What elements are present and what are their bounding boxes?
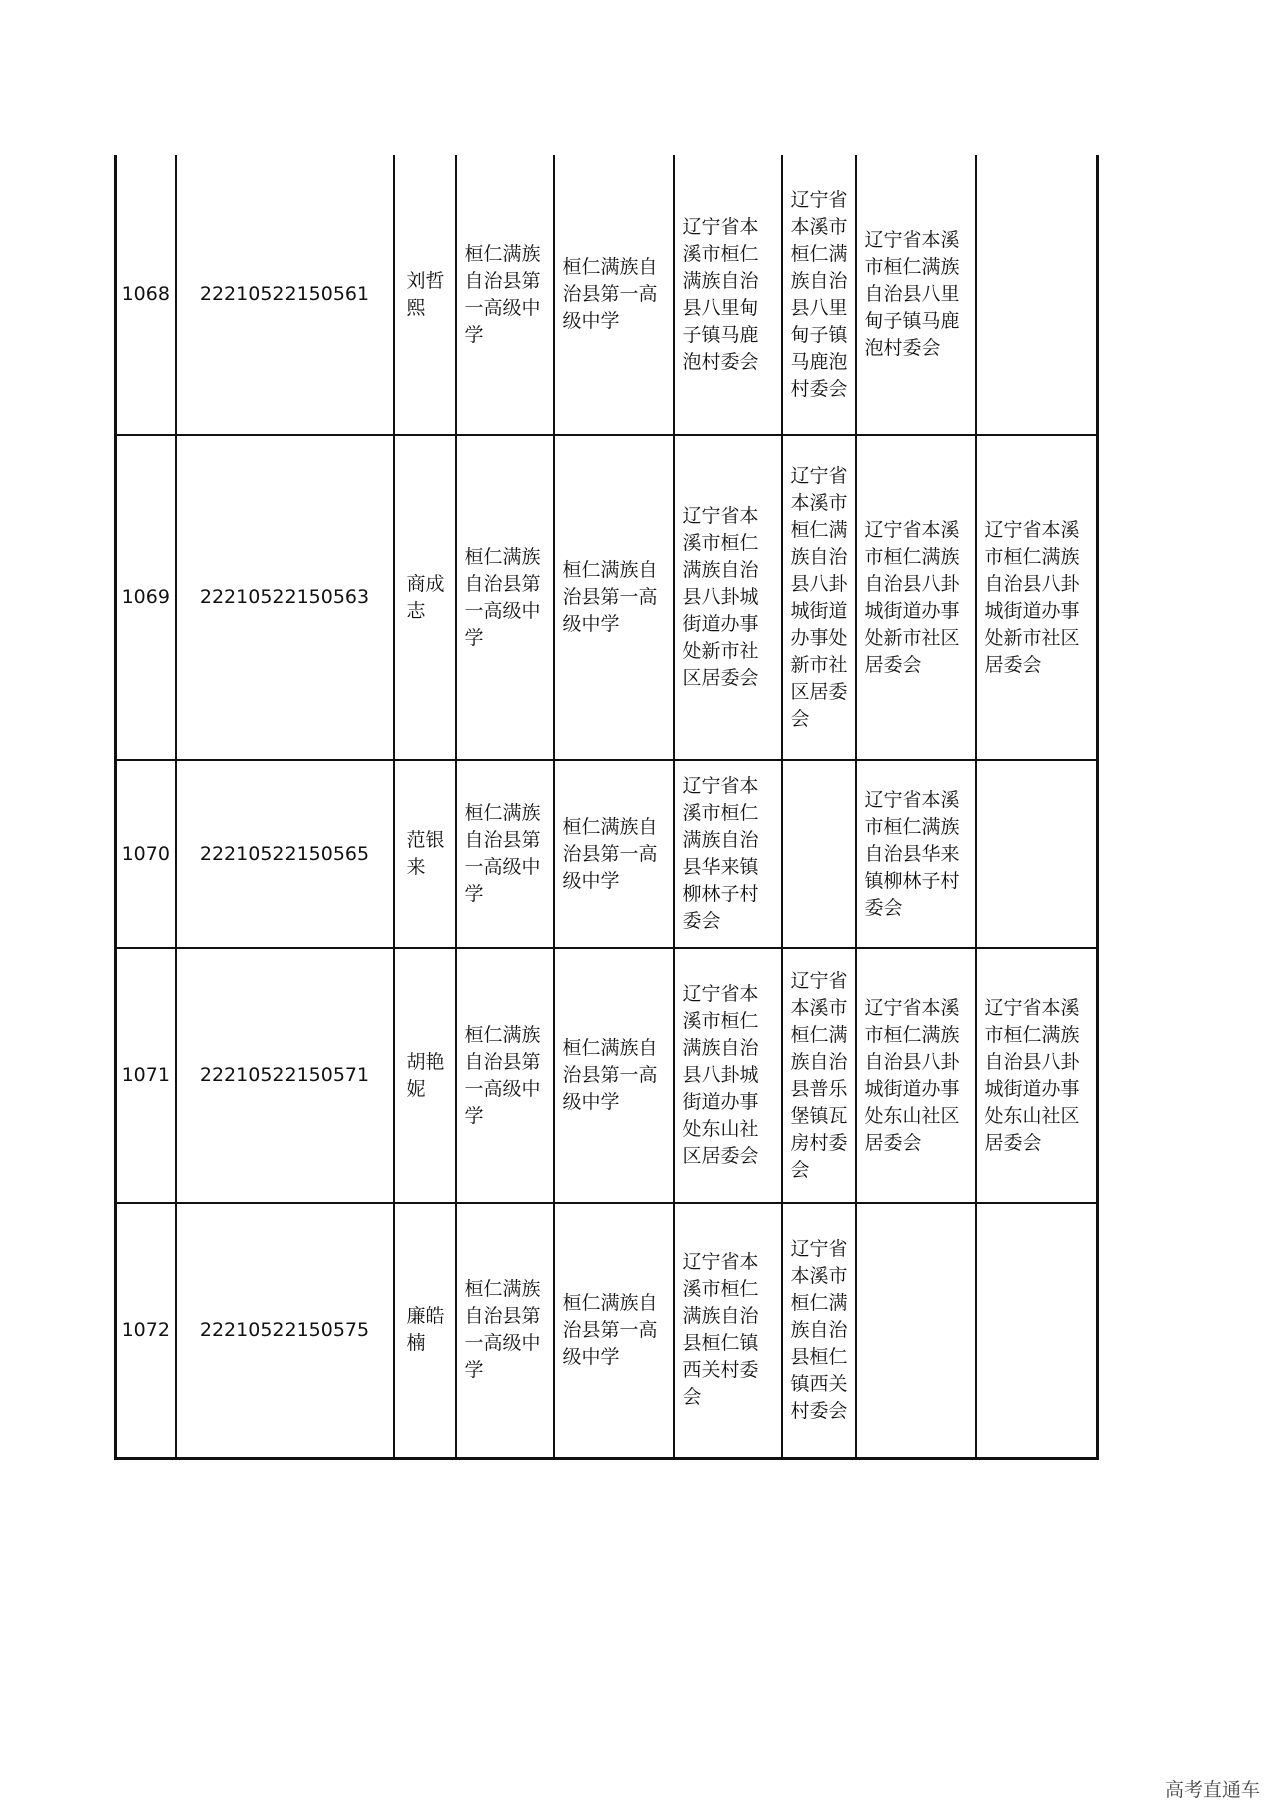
seq-cell: 1071 <box>116 948 176 1203</box>
seq-cell: 1069 <box>116 435 176 760</box>
school2-cell: 桓仁满族自治县第一高级中学 <box>562 559 658 635</box>
school2-cell: 桓仁满族自治县第一高级中学 <box>562 815 658 892</box>
name-cell: 商成志 <box>406 572 445 622</box>
table-row <box>116 155 1098 435</box>
address-cell-1: 辽宁省本溪市桓仁满族自治县八卦城街道办事处东山社区居委会 <box>682 983 759 1167</box>
table-row <box>116 948 1098 1203</box>
school-cell: 桓仁满族自治县第一高级中学 <box>464 802 541 905</box>
address-cell-3: 辽宁省本溪市桓仁满族自治县八里甸子镇马鹿泡村委会 <box>864 229 960 359</box>
exam-id-cell: 22210522150565 <box>176 760 394 948</box>
school-cell: 桓仁满族自治县第一高级中学 <box>464 1278 541 1382</box>
address-cell-1: 辽宁省本溪市桓仁满族自治县八卦城街道办事处新市社区居委会 <box>682 505 759 689</box>
school2-cell: 桓仁满族自治县第一高级中学 <box>562 1037 658 1113</box>
address-cell-1: 辽宁省本溪市桓仁满族自治县八里甸子镇马鹿泡村委会 <box>682 215 759 373</box>
school2-cell: 桓仁满族自治县第一高级中学 <box>562 1291 658 1368</box>
school-cell: 桓仁满族自治县第一高级中学 <box>464 545 541 649</box>
name-cell: 胡艳妮 <box>406 1050 445 1100</box>
seq-cell: 1072 <box>116 1203 176 1458</box>
exam-id-cell: 22210522150563 <box>176 435 394 760</box>
school2-cell: 桓仁满族自治县第一高级中学 <box>562 256 658 332</box>
exam-id-cell: 22210522150575 <box>176 1203 394 1458</box>
address-cell-2: 辽宁省本溪市桓仁满族自治县桓仁镇西关村委会 <box>790 1237 848 1422</box>
address-cell-1: 辽宁省本溪市桓仁满族自治县桓仁镇西关村委会 <box>682 1251 759 1409</box>
exam-id-cell: 22210522150571 <box>176 948 394 1203</box>
exam-id-cell: 22210522150561 <box>176 155 394 435</box>
name-cell: 刘哲熙 <box>406 269 445 319</box>
address-cell-2: 辽宁省本溪市桓仁满族自治县普乐堡镇瓦房村委会 <box>790 969 848 1181</box>
address-cell-4: 辽宁省本溪市桓仁满族自治县八卦城街道办事处东山社区居委会 <box>984 996 1080 1154</box>
seq-cell: 1070 <box>116 760 176 948</box>
school-cell: 桓仁满族自治县第一高级中学 <box>464 1023 541 1127</box>
address-cell-2: 辽宁省本溪市桓仁满族自治县八卦城街道办事处新市社区居委会 <box>790 464 848 730</box>
address-cell-3: 辽宁省本溪市桓仁满族自治县华来镇柳林子村委会 <box>864 788 960 919</box>
table-row <box>116 435 1098 760</box>
name-cell: 范银来 <box>406 829 445 878</box>
address-cell-2: 辽宁省本溪市桓仁满族自治县八里甸子镇马鹿泡村委会 <box>790 188 848 400</box>
address-cell-3: 辽宁省本溪市桓仁满族自治县八卦城街道办事处新市社区居委会 <box>864 518 960 676</box>
table-row <box>116 760 1098 948</box>
seq-cell: 1068 <box>116 155 176 435</box>
address-cell-4: 辽宁省本溪市桓仁满族自治县八卦城街道办事处新市社区居委会 <box>984 518 1080 676</box>
address-cell-1: 辽宁省本溪市桓仁满族自治县华来镇柳林子村委会 <box>682 775 759 932</box>
school-cell: 桓仁满族自治县第一高级中学 <box>464 242 541 346</box>
name-cell: 廉皓楠 <box>406 1305 445 1355</box>
candidate-table <box>114 155 1099 1460</box>
table-row <box>116 1203 1098 1458</box>
watermark-text: 高考直通车 <box>1164 1779 1260 1801</box>
address-cell-3: 辽宁省本溪市桓仁满族自治县八卦城街道办事处东山社区居委会 <box>864 996 960 1154</box>
